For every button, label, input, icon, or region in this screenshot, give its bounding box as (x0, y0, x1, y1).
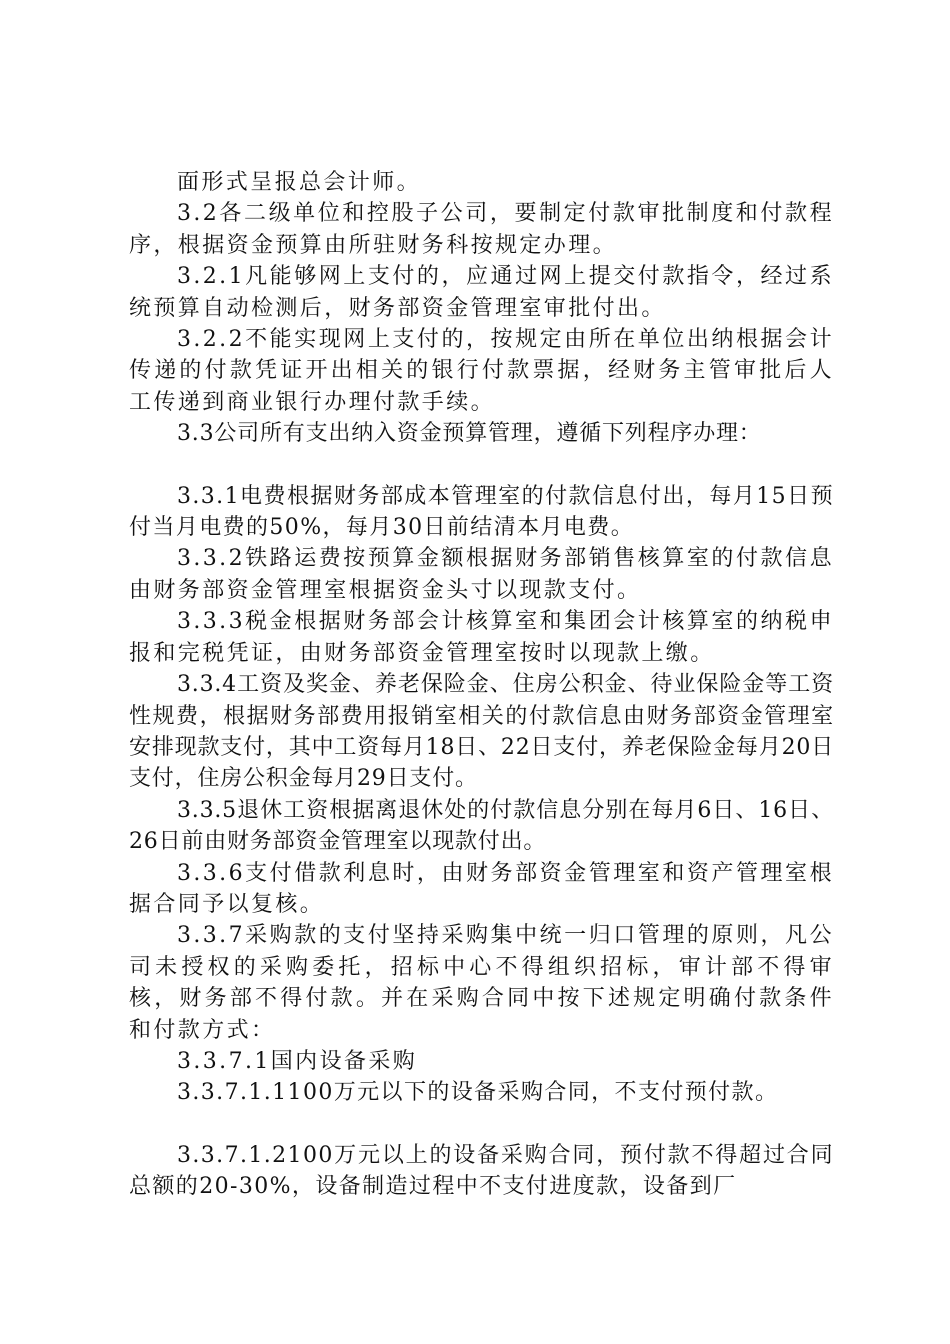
paragraph: 3.3.3税金根据财务部会计核算室和集团会计核算室的纳税申报和完税凭证，由财务部资金管理室按时以现款上缴。 (129, 609, 834, 666)
paragraph: 3.3.6支付借款利息时，由财务部资金管理室和资产管理室根据合同予以复核。 (129, 860, 834, 917)
paragraph: 3.2.1凡能够网上支付的，应通过网上提交付款指令，经过系统预算自动检测后，财务部资金管理室审批付出。 (129, 264, 834, 321)
paragraph: 3.3.7采购款的支付坚持采购集中统一归口管理的原则，凡公司未授权的采购委托，招标中心不得组织招标，审计部不得审核，财务部不得付款。并在采购合同中按下述规定明确付款条件和付款方式： (129, 923, 834, 1043)
paragraph: 3.2.2不能实现网上支付的，按规定由所在单位出纳根据会计传递的付款凭证开出相关的银行付款票据，经财务主管审批后人工传递到商业银行办理付款手续。 (129, 327, 834, 415)
document-body (129, 167, 834, 1203)
paragraph: 3.3.7.1.2100万元以上的设备采购合同，预付款不得超过合同总额的20-30%，设备制造过程中不支付进度款，设备到厂 (129, 1142, 834, 1200)
paragraph: 3.3.7.1国内设备采购 (177, 1048, 418, 1074)
paragraph: 3.3.4工资及奖金、养老保险金、住房公积金、待业保险金等工资性规费，根据财务部费用报销室相关的付款信息由财务部资金管理室安排现款支付，其中工资每月18日、22日支付，养老保险金每月20日支付，住房公积金每月29日支付。 (129, 672, 834, 792)
paragraph: 3.3.7.1.1100万元以下的设备采购合同，不支付预付款。 (177, 1080, 779, 1106)
paragraph: 3.3.2铁路运费按预算金额根据财务部销售核算室的付款信息由财务部资金管理室根据资金头寸以现款支付。 (129, 546, 834, 603)
paragraph: 3.3公司所有支出纳入资金预算管理，遵循下列程序办理： (177, 421, 762, 447)
paragraph: 3.3.5退休工资根据离退休处的付款信息分别在每月6日、16日、26日前由财务部资金管理室以现款付出。 (129, 797, 834, 855)
paragraph: 3.3.1电费根据财务部成本管理室的付款信息付出，每月15日预付当月电费的50%，每月30日前结清本月电费。 (129, 483, 834, 541)
paragraph: 面形式呈报总会计师。 (177, 170, 422, 195)
paragraph: 3.2各二级单位和控股子公司，要制定付款审批制度和付款程序，根据资金预算由所驻财务科按规定办理。 (129, 201, 834, 258)
